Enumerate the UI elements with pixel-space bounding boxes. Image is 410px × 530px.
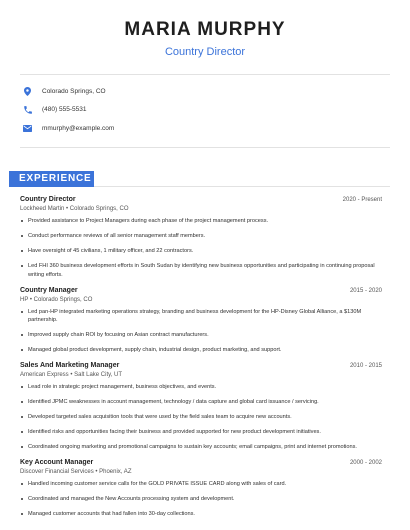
job-title: Key Account Manager xyxy=(20,459,94,466)
job-dates: 2000 - 2002 xyxy=(349,460,382,466)
job-company-location: Discover Financial Services • Phoenix, AZ xyxy=(20,469,132,475)
job-title: Country Director xyxy=(20,196,76,203)
job-entry xyxy=(20,361,382,452)
contact-email-text: mmurphy@example.com xyxy=(42,124,115,132)
job-company-location: Lockheed Martin • Colorado Springs, CO xyxy=(20,206,129,212)
job-bullet-list xyxy=(20,217,382,279)
job-bullet: Led pan-HP integrated marketing operations strategy, branding and business development for the HP-Disney Global Alliance, a $130M partnership. xyxy=(20,308,382,325)
job-header-row xyxy=(20,195,382,205)
job-title: Sales And Marketing Manager xyxy=(20,362,120,370)
contact-email xyxy=(20,119,390,137)
candidate-title: Country Director xyxy=(164,46,246,58)
job-bullet: Developed targeted sales acquisition tools that were used by the field sales team to acquire new accounts. xyxy=(20,413,382,422)
job-dates: 2020 - Present xyxy=(342,197,382,203)
contact-location-text: Colorado Springs, CO xyxy=(42,87,106,95)
candidate-name: MARIA MURPHY xyxy=(124,19,286,40)
job-entry xyxy=(20,195,382,279)
contact-phone xyxy=(20,101,390,119)
job-bullet: Improved supply chain ROI by focusing on Asian contract manufacturers. xyxy=(20,331,382,340)
job-bullet-list xyxy=(20,480,382,519)
job-bullet: Have oversight of 45 civilians, 1 military officer, and 22 contractors. xyxy=(20,247,382,256)
header-divider xyxy=(20,74,390,75)
job-bullet: Coordinated ongoing marketing and promotional campaigns to sustain key accounts; email campaigns, print and internet promotions. xyxy=(20,443,382,452)
job-bullet: Handled incoming customer service calls for the GOLD PRIVATE ISSUE CARD along with sales of card. xyxy=(20,480,382,489)
job-bullet: Managed global product development, supply chain, industrial design, product marketing, and support. xyxy=(20,346,382,355)
job-entry xyxy=(20,286,382,355)
contacts-divider xyxy=(20,147,390,148)
resume-header xyxy=(0,0,410,59)
job-title: Country Manager xyxy=(20,286,78,294)
job-company-location: HP • Colorado Springs, CO xyxy=(20,296,93,303)
contact-location xyxy=(20,82,390,100)
job-bullet: Coordinated and managed the New Accounts processing system and development. xyxy=(20,495,382,504)
job-bullet: Managed customer accounts that had fallen into 30-day collections. xyxy=(20,510,382,519)
job-dates: 2015 - 2020 xyxy=(349,287,382,294)
job-header-row xyxy=(20,458,382,468)
experience-heading-rule xyxy=(94,186,390,187)
job-bullet: Conduct performance reviews of all senior management staff members. xyxy=(20,232,382,241)
experience-heading: EXPERIENCE xyxy=(9,171,94,187)
job-bullet: Lead role in strategic project management, business objectives, and events. xyxy=(20,383,382,392)
job-bullet: Provided assistance to Project Managers during each phase of the project management process. xyxy=(20,217,382,226)
job-header-row xyxy=(20,286,382,296)
experience-section-header xyxy=(0,171,410,187)
job-bullet-list xyxy=(20,383,382,452)
contact-list xyxy=(20,82,390,137)
experience-list xyxy=(20,195,382,519)
job-company-location: American Express • Salt Lake City, UT xyxy=(20,372,123,379)
job-bullet: Identified JPMC weaknesses in account management, technology / data capture and global card issuance / servicing. xyxy=(20,398,382,407)
job-entry xyxy=(20,458,382,519)
email-icon xyxy=(23,124,32,133)
job-bullet: Identified risks and opportunities facing their business and provided supported for new product development initiatives. xyxy=(20,428,382,437)
job-bullet: Led FHI 360 business development efforts in South Sudan by identifying new business opportunities and participating in continuing proposal writing efforts. xyxy=(20,262,382,279)
location-pin-icon xyxy=(23,87,32,96)
job-header-row xyxy=(20,361,382,371)
job-dates: 2010 - 2015 xyxy=(349,363,382,370)
job-bullet-list xyxy=(20,308,382,355)
phone-icon xyxy=(23,105,32,114)
contact-phone-text: (480) 555-5531 xyxy=(42,106,87,113)
